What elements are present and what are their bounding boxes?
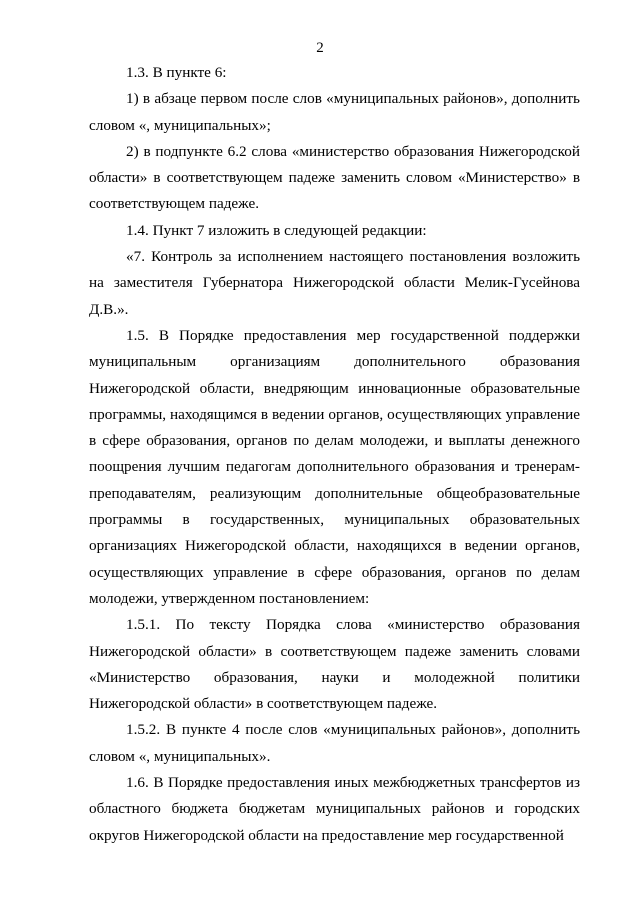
paragraph-1-3-item-2: 2) в подпункте 6.2 слова «министерство образования Нижегородской области» в соответствующем падеже заменить словом «Министерство» в соответствующем падеже.	[89, 142, 580, 213]
paragraph-1-5: 1.5. В Порядке предоставления мер государственной поддержки муниципальным организациям дополнительного образования Нижегородской области, внедряющим инновационные образовательные программы, находящимся в ведении органов, осуществляющих управление в сфере образования, органов по делам молодежи, и выплаты денежного поощрения лучшим педагогам дополнительного образования и тренерам-преподавателям, реализующим дополнительные общеобразовательные программы в государственных, муниципальных образовательных организациях Нижегородской области, находящихся в ведении органов, осуществляющих управление в сфере образования, органов по делам молодежи, утвержденном постановлением:	[89, 326, 580, 607]
paragraph-1-6: 1.6. В Порядке предоставления иных межбюджетных трансфертов из областного бюджета бюджетам муниципальных районов и городских округов Нижегородской области на предоставление мер государственной	[89, 774, 580, 844]
paragraph-1-5-1: 1.5.1. По тексту Порядка слова «министерство образования Нижегородской области» в соответствующем падеже заменить словами «Министерство образования, науки и молодежной политики Нижегородской области» в соответствующем падеже.	[89, 616, 580, 713]
paragraph-1-3-item-1: 1) в абзаце первом после слов «муниципальных районов», дополнить словом «, муниципальных»;	[89, 90, 580, 134]
paragraph-1-4: 1.4. Пункт 7 изложить в следующей редакции:	[126, 221, 427, 239]
paragraph-1-4-quote: «7. Контроль за исполнением настоящего постановления возложить на заместителя Губернатора Нижегородской области Мелик-Гусейнова Д.В.».	[89, 248, 580, 318]
document-body	[89, 60, 580, 849]
paragraph-1-5-2: 1.5.2. В пункте 4 после слов «муниципальных районов», дополнить словом «, муниципальных».	[89, 721, 580, 765]
page-number: 2	[316, 40, 324, 56]
paragraph-1-3: 1.3. В пункте 6:	[126, 64, 227, 81]
